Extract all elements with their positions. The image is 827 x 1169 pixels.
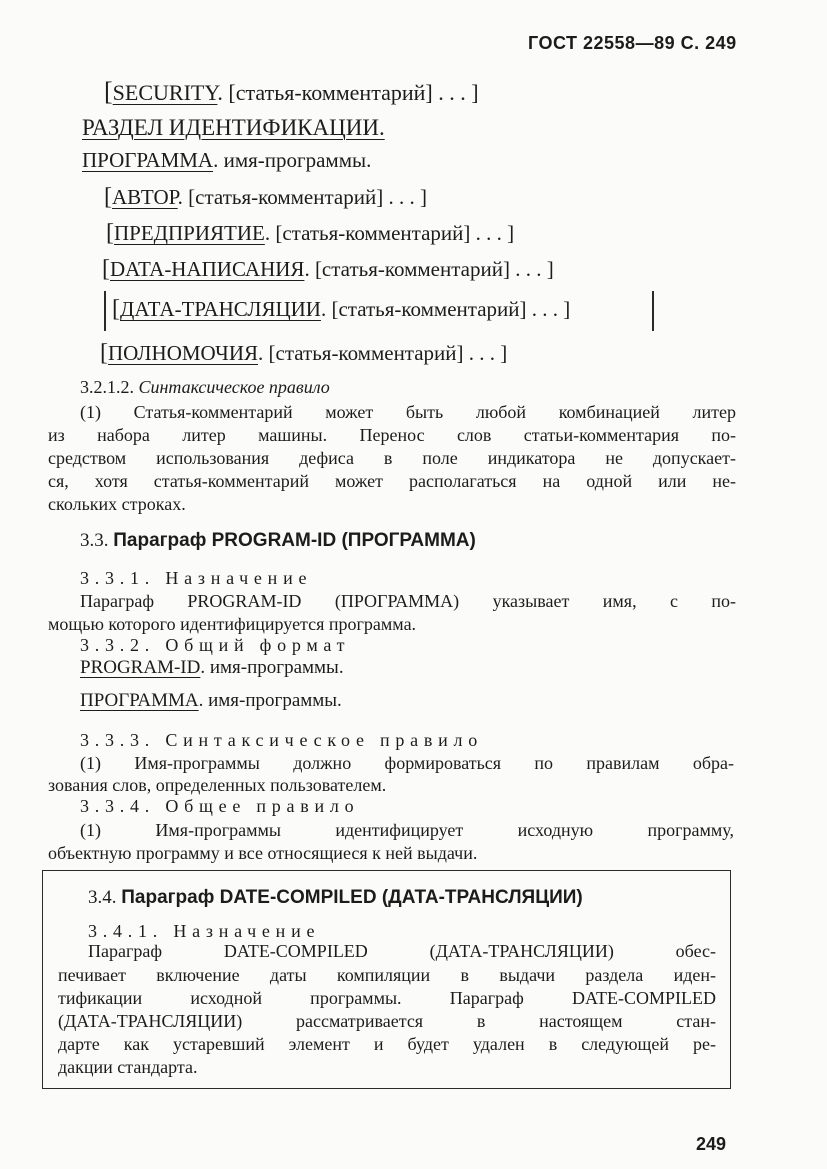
subsection-heading-332: 3.3.2. Общий формат: [80, 635, 351, 655]
syntax-rest: . [статья-комментарий] . . . ]: [304, 257, 554, 281]
format-program: [80, 691, 342, 710]
paragraph-line: средством использования дефиса в поле индикатора не допускает-: [48, 448, 736, 468]
keyword-security: SECURITY: [112, 80, 218, 105]
keyword-program-id: PROGRAM-ID: [80, 657, 201, 678]
syntax-rest: . [статья-комментарий] . . . ]: [258, 341, 508, 365]
keyword-author: АВТОР: [112, 185, 178, 209]
paragraph-line: дакции стандарта.: [58, 1057, 198, 1077]
syntax-program: [82, 150, 371, 171]
syntax-rest: . [статья-комментарий] . . . ]: [320, 297, 571, 321]
paragraph-line: Параграф PROGRAM-ID (ПРОГРАММА) указывает имя, с по-: [80, 591, 736, 611]
division-header: РАЗДЕЛ ИДЕНТИФИКАЦИИ.: [82, 115, 385, 140]
format-program-id: [80, 658, 344, 677]
paragraph-line: тификации исходной программы. Параграф DATE-COMPILED: [58, 988, 716, 1008]
keyword-date-written: DATA-НАПИСАНИЯ: [110, 257, 305, 281]
section-heading-34: 3.4. Параграф DATE-COMPILED (ДАТА-ТРАНСЛЯЦИИ): [88, 887, 583, 908]
subsection-heading-334: 3.3.4. Общее правило: [80, 796, 360, 816]
keyword-program: ПРОГРАММА: [80, 690, 199, 711]
subsection-heading-331: 3.3.1. Назначение: [80, 568, 313, 588]
syntax-author: [АВТОР. [статья-комментарий] . . . ]: [104, 184, 427, 210]
paragraph-line: (ДАТА-ТРАНСЛЯЦИИ) рассматривается в настоящем стан-: [58, 1011, 716, 1031]
keyword-program: ПРОГРАММА: [82, 148, 214, 172]
syntax-rest: . [статья-комментарий] . . . ]: [177, 185, 427, 209]
paragraph-line: печивает включение даты компиляции в выдачи раздела иден-: [58, 965, 716, 985]
syntax-security: [SECURITY. [статья-комментарий] . . . ]: [104, 77, 479, 106]
change-bar-right: [652, 291, 654, 331]
paragraph-line: (1) Статья-комментарий может быть любой комбинацией литер: [80, 402, 736, 422]
paragraph-line: зования слов, определенных пользователем.: [48, 775, 387, 795]
syntax-rest: . имя-программы.: [213, 148, 372, 172]
syntax-authority: [ПОЛНОМОЧИЯ. [статья-комментарий] . . . ]: [100, 340, 508, 366]
format-rest: . имя-программы.: [200, 657, 344, 678]
page-number: 249: [696, 1134, 727, 1154]
subsection-heading-341: 3.4.1. Назначение: [88, 921, 321, 941]
paragraph-line: мощью которого идентифицируется программа.: [48, 614, 417, 634]
paragraph-line: дарте как устаревший элемент и будет удален в следующей ре-: [58, 1034, 716, 1054]
paragraph-line: из набора литер машины. Перенос слов статьи-комментария по-: [48, 425, 736, 445]
paragraph-line: (1) Имя-программы идентифицирует исходную программу,: [80, 820, 734, 840]
subsection-heading-333: 3.3.3. Синтаксическое правило: [80, 730, 484, 750]
paragraph-line: Параграф DATE-COMPILED (ДАТА-ТРАНСЛЯЦИИ) обес-: [88, 941, 716, 961]
section-heading-33: 3.3. Параграф PROGRAM-ID (ПРОГРАММА): [80, 530, 476, 551]
change-bar-left: [104, 291, 106, 331]
keyword-installation: ПРЕДПРИЯТИЕ: [114, 221, 265, 245]
paragraph-line: скольких строках.: [48, 494, 186, 514]
keyword-date-compiled: ДАТА-ТРАНСЛЯЦИИ: [120, 297, 321, 321]
paragraph-line: объектную программу и все относящиеся к ней выдачи.: [48, 843, 478, 863]
syntax-rest: . [статья-комментарий] . . . ]: [217, 80, 479, 105]
format-rest: . имя-программы.: [198, 690, 342, 711]
paragraph-line: (1) Имя-программы должно формироваться по правилам обра-: [80, 753, 734, 773]
paragraph-line: ся, хотя статья-комментарий может располагаться на одной или не-: [48, 471, 736, 491]
syntax-rest: . [статья-комментарий] . . . ]: [264, 221, 515, 245]
keyword-authority: ПОЛНОМОЧИЯ: [108, 341, 258, 365]
syntax-installation: [ПРЕДПРИЯТИЕ. [статья-комментарий] . . . ]: [106, 220, 515, 246]
section-heading-3212: 3.2.1.2. Синтаксическое правило: [80, 377, 330, 397]
syntax-date-written: [DATA-НАПИСАНИЯ. [статья-комментарий] . . . ]: [102, 256, 554, 282]
running-header: ГОСТ 22558—89 С. 249: [528, 33, 737, 53]
syntax-date-compiled: [ДАТА-ТРАНСЛЯЦИИ. [статья-комментарий] . . . ]: [112, 296, 571, 322]
